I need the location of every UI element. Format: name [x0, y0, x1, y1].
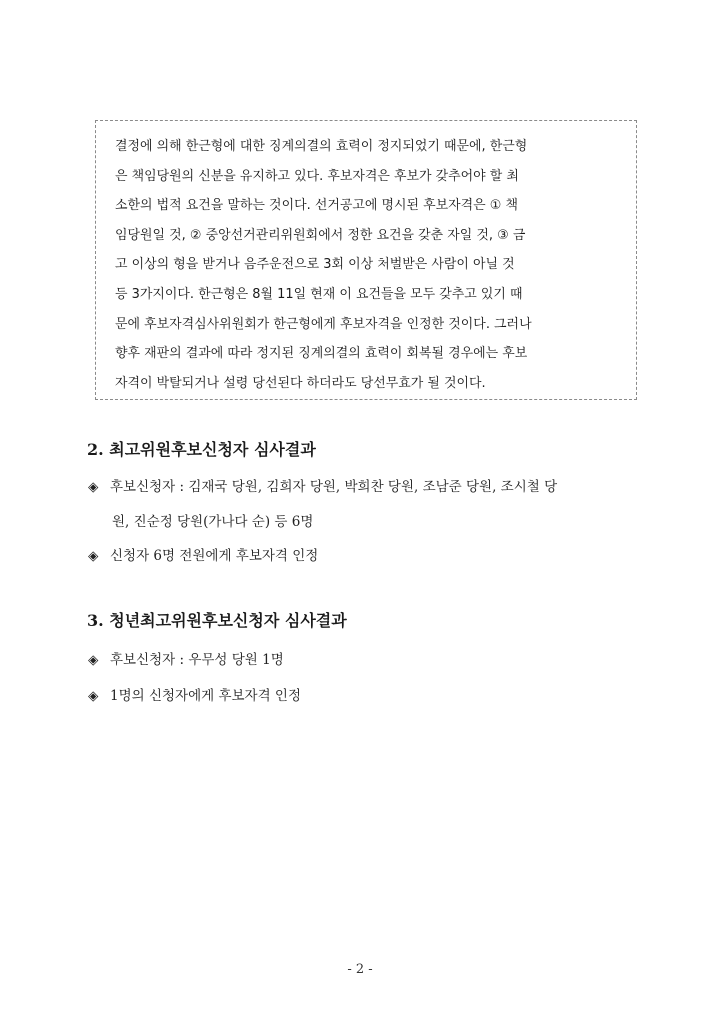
section-2-title: 2. 최고위원후보신청자 심사결과 [87, 440, 316, 459]
diamond-bullet-icon: ◈ [88, 688, 99, 704]
diamond-bullet-icon: ◈ [88, 479, 99, 495]
section-3-title: 3. 청년최고위원후보신청자 심사결과 [87, 611, 347, 630]
section-3-bullet-2 [88, 684, 301, 704]
notice-line: 결정에 의해 한근형에 대한 징계의결의 효력이 정지되었기 때문에, 한근형 [115, 139, 528, 154]
diamond-bullet-icon: ◈ [88, 548, 99, 564]
notice-line: 은 책임당원의 신분을 유지하고 있다. 후보자격은 후보가 갖추어야 할 최 [115, 168, 519, 184]
section-3-bullet-1 [88, 648, 284, 668]
notice-line: 임당원일 것, ② 중앙선거관리위원회에서 정한 요건을 갖춘 자일 것, ③ 금 [115, 227, 526, 243]
notice-line: 향후 재판의 결과에 따라 정지된 징계의결의 효력이 회복될 경우에는 후보 [115, 346, 528, 362]
notice-line: 자격이 박탈되거나 설령 당선된다 하더라도 당선무효가 될 것이다. [115, 375, 486, 391]
bullet-text: 후보신청자 : 우무성 당원 1명 [110, 652, 284, 668]
section-2-bullet-1 [88, 475, 557, 495]
bullet-text: 1명의 신청자에게 후보자격 인정 [110, 688, 301, 704]
notice-line: 문에 후보자격심사위원회가 한근형에게 후보자격을 인정한 것이다. 그러나 [115, 316, 532, 332]
bullet-text: 신청자 6명 전원에게 후보자격 인정 [110, 548, 319, 564]
section-2-bullet-1-continuation: 원, 진순정 당원(가나다 순) 등 6명 [112, 514, 314, 530]
notice-line: 등 3가지이다. 한근형은 8월 11일 현재 이 요건들을 모두 갖추고 있기 때 [115, 286, 523, 302]
diamond-bullet-icon: ◈ [88, 652, 99, 668]
section-2-bullet-2 [88, 544, 318, 564]
page-number: - 2 - [347, 962, 373, 977]
notice-line: 고 이상의 형을 받거나 음주운전으로 3회 이상 처벌받은 사람이 아닐 것 [115, 257, 515, 273]
bullet-text: 후보신청자 : 김재국 당원, 김희자 당원, 박희찬 당원, 조남준 당원, 조시철 당 [110, 479, 558, 495]
notice-box [95, 120, 637, 400]
notice-line: 소한의 법적 요건을 말하는 것이다. 선거공고에 명시된 후보자격은 ① 책 [115, 198, 519, 214]
